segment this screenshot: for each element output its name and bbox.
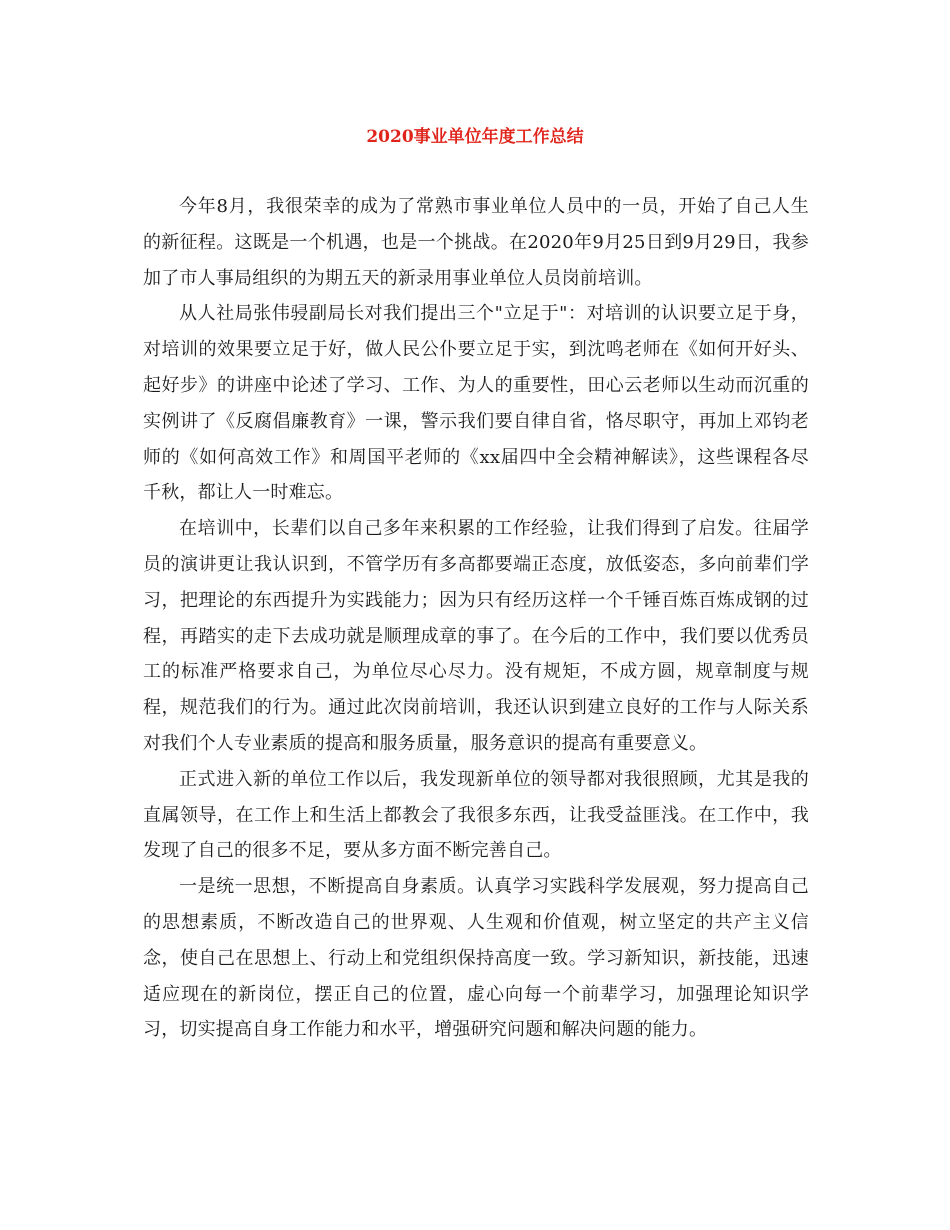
paragraph: 在培训中，长辈们以自己多年来积累的工作经验，让我们得到了启发。往届学员的演讲更让我认识到，不管学历有多高都要端正态度，放低姿态，多向前辈们学习，把理论的东西提升为实践能力；因为只有经历这样一个千锤百炼百炼成钢的过程，再踏实的走下去成功就是顺理成章的事了。在今后的工作中，我们要以优秀员工的标准严格要求自己，为单位尽心尽力。没有规矩，不成方圆，规章制度与规程，规范我们的行为。通过此次岗前培训，我还认识到建立良好的工作与人际关系对我们个人专业素质的提高和服务质量，服务意识的提高有重要意义。: [143, 518, 809, 754]
paragraph: 正式进入新的单位工作以后，我发现新单位的领导都对我很照顾，尤其是我的直属领导，在工作上和生活上都教会了我很多东西，让我受益匪浅。在工作中，我发现了自己的很多不足，要从多方面不断完善自己。: [143, 768, 809, 862]
paragraph: 从人社局张伟骎副局长对我们提出三个"立足于"：对培训的认识要立足于身，对培训的效果要立足于好，做人民公仆要立足于实，到沈鸣老师在《如何开好头、起好步》的讲座中论述了学习、工作、为人的重要性，田心云老师以生动而沉重的实例讲了《反腐倡廉教育》一课，警示我们要自律自省，恪尽职守，再加上邓钧老师的《如何高效工作》和周国平老师的《xx届四中全会精神解读》，这些课程各尽千秋，都让人一时难忘。: [143, 303, 809, 504]
paragraph: 一是统一思想，不断提高自身素质。认真学习实践科学发展观，努力提高自己的思想素质，不断改造自己的世界观、人生观和价值观，树立坚定的共产主义信念，使自己在思想上、行动上和党组织保持高度一致。学习新知识，新技能，迅速适应现在的新岗位，摆正自己的位置，虚心向每一个前辈学习，加强理论知识学习，切实提高自身工作能力和水平，增强研究问题和解决问题的能力。: [143, 876, 809, 1041]
document-body: [143, 189, 809, 1048]
document-title: 2020事业单位年度工作总结: [366, 127, 584, 147]
paragraph: 今年8月，我很荣幸的成为了常熟市事业单位人员中的一员，开始了自己人生的新征程。这既是一个机遇，也是一个挑战。在2020年9月25日到9月29日，我参加了市人事局组织的为期五天的新录用事业单位人员岗前培训。: [143, 196, 809, 289]
